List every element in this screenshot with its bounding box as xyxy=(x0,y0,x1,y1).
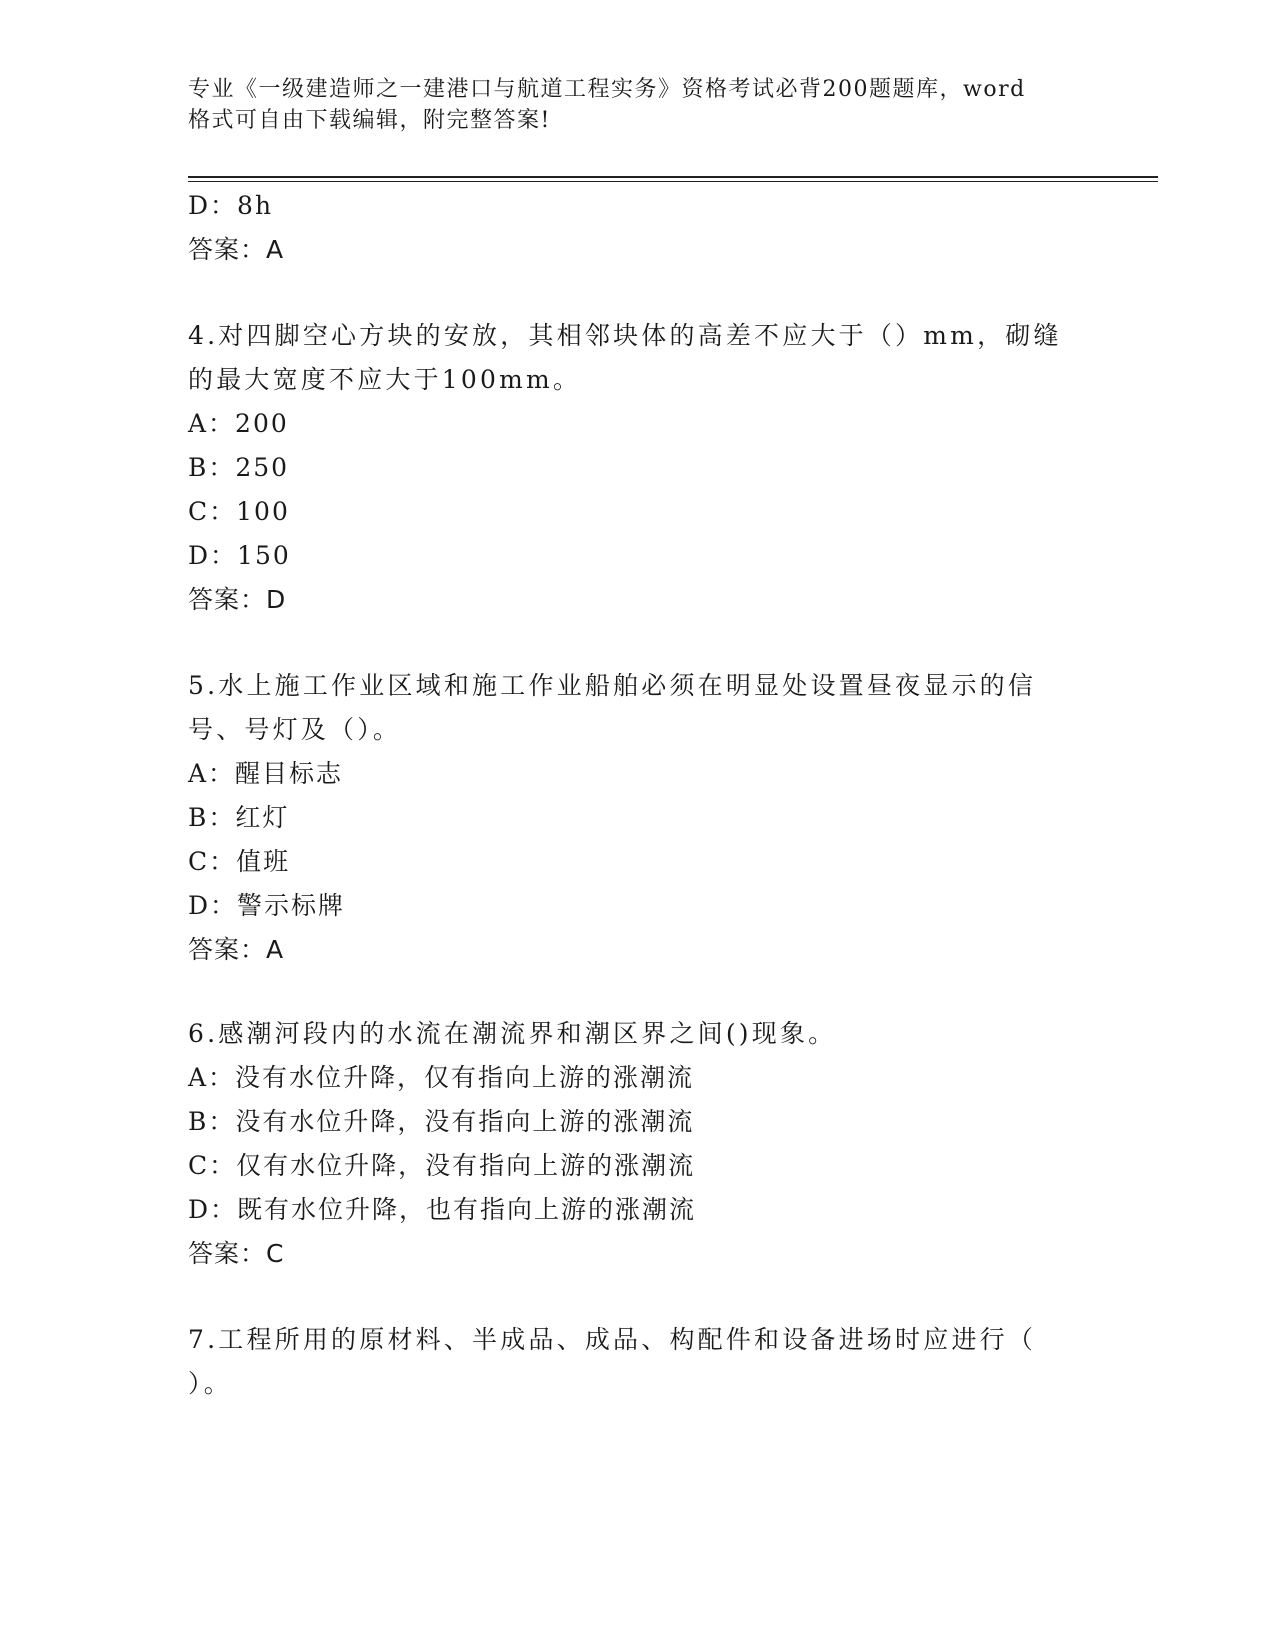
page-header xyxy=(188,74,1068,136)
question-6-option-a: A：没有水位升降，仅有指向上游的涨潮流 xyxy=(188,1063,695,1092)
question-4-option-d: D：150 xyxy=(188,541,291,570)
question-4-option-a: A：200 xyxy=(188,409,289,438)
header-divider-thick xyxy=(188,176,1158,178)
question-5-answer: 答案：A xyxy=(188,935,285,964)
question-4-option-c: C：100 xyxy=(188,497,290,526)
question-6-line-1: 6.感潮河段内的水流在潮流界和潮区界之间()现象。 xyxy=(188,1019,837,1048)
question-7-line-1: 7.工程所用的原材料、半成品、成品、构配件和设备进场时应进行（ xyxy=(188,1325,1037,1354)
question-5-option-b: B：红灯 xyxy=(188,803,290,832)
question-5-option-a: A：醒目标志 xyxy=(188,759,344,788)
question-4-option-b: B：250 xyxy=(188,453,290,482)
header-divider-thin xyxy=(188,181,1158,182)
question-6-option-d: D：既有水位升降，也有指向上游的涨潮流 xyxy=(188,1195,697,1224)
question-4-line-2: 的最大宽度不应大于100mm。 xyxy=(188,365,582,394)
question-6-option-b: B：没有水位升降，没有指向上游的涨潮流 xyxy=(188,1107,695,1136)
header-line-1: 专业《一级建造师之一建港口与航道工程实务》资格考试必背200题题库，word xyxy=(188,77,1026,102)
question-4-answer: 答案：D xyxy=(188,585,287,614)
question-7-line-2: ）。 xyxy=(188,1369,232,1398)
question-5-option-c: C：值班 xyxy=(188,847,291,876)
question-6-answer: 答案：C xyxy=(188,1239,285,1268)
question-5-line-1: 5.水上施工作业区域和施工作业船舶必须在明显处设置昼夜显示的信 xyxy=(188,671,1037,700)
question-5-option-d: D：警示标牌 xyxy=(188,891,346,920)
question-6-option-c: C：仅有水位升降，没有指向上游的涨潮流 xyxy=(188,1151,696,1180)
question-5-line-2: 号、号灯及（）。 xyxy=(188,715,402,744)
question-4-line-1: 4.对四脚空心方块的安放，其相邻块体的高差不应大于（）mm，砌缝 xyxy=(188,321,1062,350)
prev-answer: 答案：A xyxy=(188,235,285,264)
prev-option-d: D：8h xyxy=(188,191,274,220)
header-line-2: 格式可自由下载编辑，附完整答案! xyxy=(188,108,551,133)
